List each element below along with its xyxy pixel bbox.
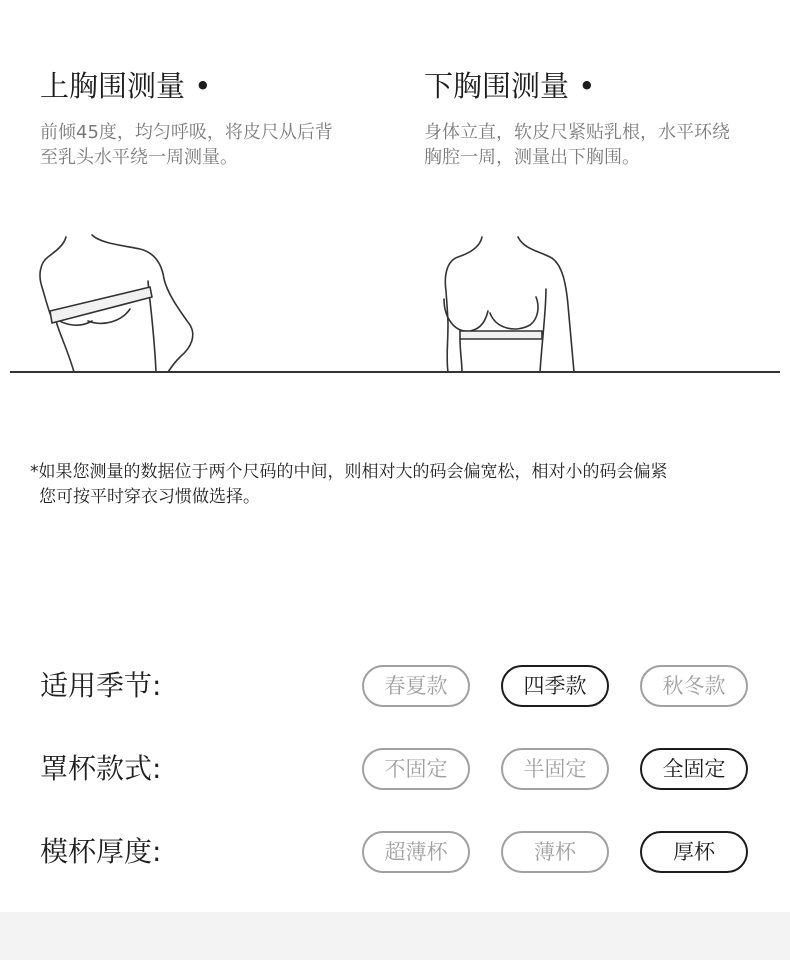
- spec-label-season: 适用季节:: [40, 669, 162, 702]
- spec-label-cup-thickness: 模杯厚度:: [40, 835, 162, 868]
- under-bust-description: [424, 120, 730, 170]
- upper-bust-desc-line2: 至乳头水平绕一周测量。: [40, 147, 238, 168]
- under-bust-section: [424, 66, 730, 170]
- ground-line: [10, 371, 780, 373]
- under-bust-desc-line2: 胸腔一周，测量出下胸围。: [424, 147, 640, 168]
- under-bust-desc-line1: 身体立直，软皮尺紧贴乳根，水平环绕: [424, 122, 730, 143]
- size-note-line1: *如果您测量的数据位于两个尺码的中间，则相对大的码会偏宽松，相对小的码会偏紧: [30, 462, 668, 482]
- upper-bust-section: [40, 66, 333, 170]
- footer-band: [0, 912, 790, 960]
- option-all-season[interactable]: 四季款: [501, 665, 609, 707]
- option-spring-summer[interactable]: 春夏款: [362, 665, 470, 707]
- option-ultra-thin[interactable]: 超薄杯: [362, 831, 470, 873]
- upper-bust-illustration: [30, 225, 210, 373]
- option-not-fixed[interactable]: 不固定: [362, 748, 470, 790]
- option-autumn-winter[interactable]: 秋冬款: [640, 665, 748, 707]
- option-fully-fixed[interactable]: 全固定: [640, 748, 748, 790]
- spec-label-cup-style: 罩杯款式:: [40, 752, 162, 785]
- upper-bust-description: [40, 120, 333, 170]
- option-thick[interactable]: 厚杯: [640, 831, 748, 873]
- upper-bust-title: 上胸围测量 •: [40, 69, 212, 103]
- size-note-line2: 您可按平时穿衣习惯做选择。: [39, 487, 260, 507]
- size-note: [30, 460, 770, 510]
- spec-row-cup-thickness: [40, 831, 760, 873]
- spec-row-season: [40, 665, 760, 707]
- option-semi-fixed[interactable]: 半固定: [501, 748, 609, 790]
- spec-row-cup-style: [40, 748, 760, 790]
- upper-bust-desc-line1: 前倾45度，均匀呼吸，将皮尺从后背: [40, 122, 333, 143]
- option-thin[interactable]: 薄杯: [501, 831, 609, 873]
- under-bust-title: 下胸围测量 •: [424, 69, 596, 103]
- under-bust-illustration: [430, 225, 590, 373]
